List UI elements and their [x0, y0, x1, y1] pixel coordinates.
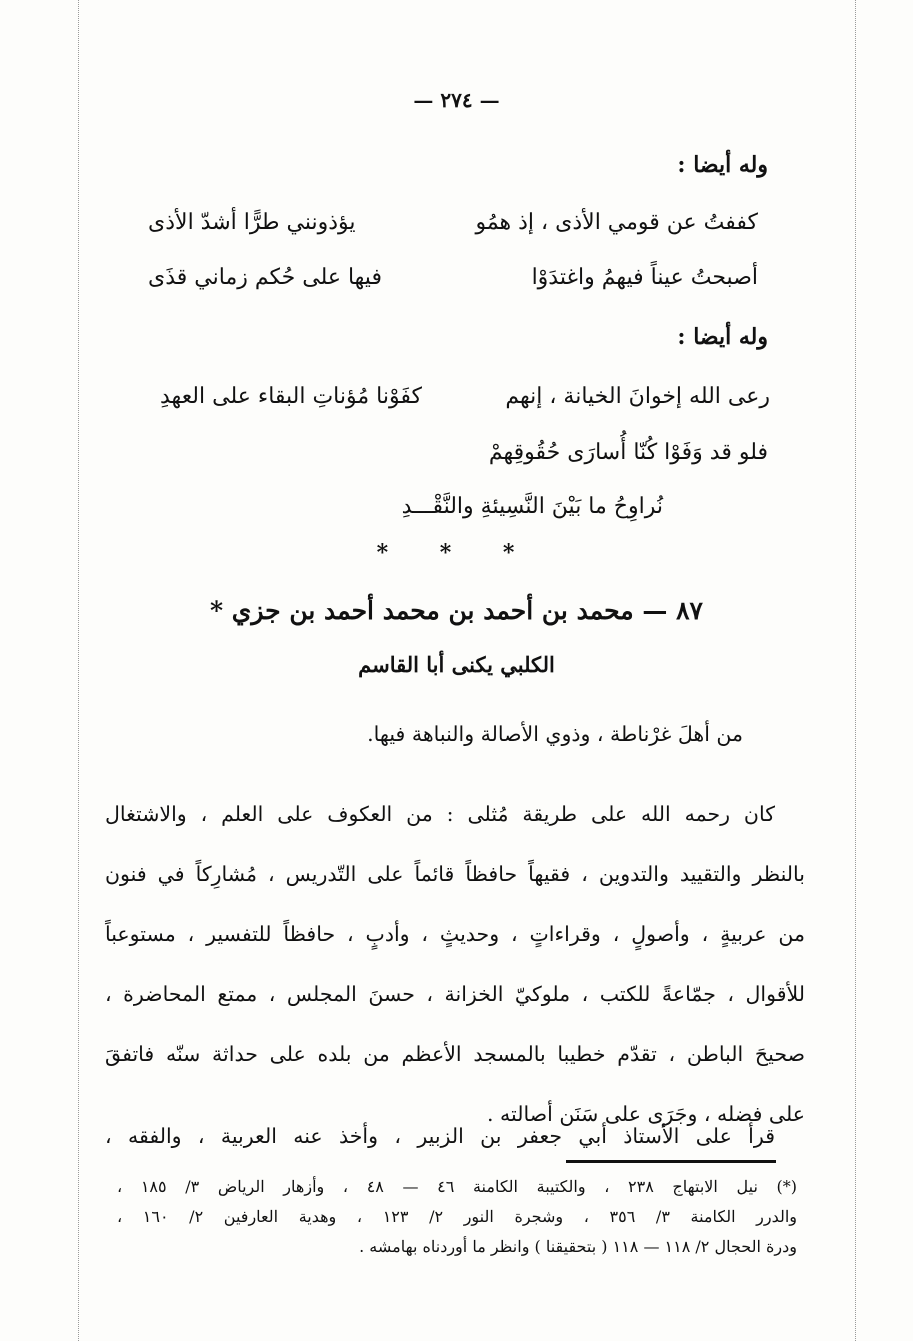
- biography-paragraph: [105, 784, 805, 1144]
- poem1-verse-1-second-hemistich: يؤذونني طرًّا أشدّ الأذى: [148, 210, 356, 235]
- biography-line: للأقوال ، جمّاعةً للكتب ، ملوكيّ الخزانة ، حسنَ المجلس ، ممتع المحاضرة ،: [105, 982, 805, 1006]
- footnote-line: (*) نيل الابتهاج ٢٣٨ ، والكتيبة الكامنة ٤٦ — ٤٨ ، وأزهار الرياض ٣/ ١٨٥ ،: [117, 1177, 798, 1196]
- biography-line: من عربيةٍ ، وأصولٍ ، وقراءاتٍ ، وحديثٍ ، وأدبٍ ، حافظاً للتفسير ، مستوعباً: [105, 922, 805, 946]
- entry-title: ٨٧ — محمد بن أحمد بن محمد أحمد بن جزي *: [210, 596, 703, 625]
- poem1-verse-2-second-hemistich: فيها على حُكم زماني قذَى: [148, 265, 382, 290]
- poem1-verse-2: [148, 265, 758, 305]
- biography-line: على فضله ، وجَرَى على سَنَن أصالته .: [487, 1102, 805, 1126]
- poem1-verse-1-first-hemistich: كففتُ عن قومي الأذى ، إذ همُو: [475, 210, 758, 235]
- poem2-verse-2-second-hemistich: نُراوِحُ ما بَيْنَ النَّسِيئةِ والنَّقْـــدِ: [401, 494, 663, 519]
- entry-origin-line: من أهلَ غرْناطة ، وذوي الأصالة والنباهة فيها.: [367, 722, 743, 746]
- footnote-line: والدرر الكامنة ٣/ ٣٥٦ ، وشجرة النور ٢/ ١٢٣ ، وهدية العارفين ٢/ ١٦٠ ،: [117, 1207, 798, 1226]
- poem2-label: وله أيضا :: [677, 324, 768, 350]
- poem1-verse-1: [148, 210, 758, 250]
- poem1-verse-2-first-hemistich: أصبحتُ عيناً فيهمُ واغتدَوْا: [531, 265, 758, 290]
- poem2-verse-1-second-hemistich: كفَوْنا مُؤناتِ البقاء على العهدِ: [160, 384, 422, 409]
- footnote-separator-rule: [566, 1160, 776, 1163]
- biography-line: بالنظر والتقييد والتدوين ، فقيهاً حافظاً قائماً على التّدريس ، مُشارِكاً في فنون: [105, 862, 805, 886]
- footnote-line: ودرة الحجال ٢/ ١١٨ — ١١٨ ( بتحقيقنا ) وانظر ما أوردناه بهامشه .: [359, 1237, 797, 1256]
- teachers-line: قرأ على الأستاذ أبي جعفر بن الزبير ، وأخذ عنه العربية ، والفقه ،: [105, 1124, 775, 1148]
- section-separator: * * *: [376, 540, 537, 566]
- entry-subtitle: الكلبي يكنى أبا القاسم: [358, 652, 555, 677]
- poem2-verse-2-first-hemistich: فلو قد وَفَوْا كُنّا أُسارَى حُقُوقِهمْ: [488, 440, 768, 465]
- footnote-block: [117, 1172, 797, 1262]
- teachers-paragraph: [105, 1106, 805, 1166]
- page-number: — ٢٧٤ —: [413, 88, 500, 112]
- biography-line: صحيحَ الباطن ، تقدّم خطيبا بالمسجد الأعظم من بلده على حداثة سنّه فاتفقَ: [105, 1042, 805, 1066]
- poem2-verse-1: [160, 384, 770, 424]
- biography-line: كان رحمه الله على طريقة مُثلى : من العكوف على العلم ، والاشتغال: [105, 802, 775, 826]
- poem1-label: وله أيضا :: [677, 152, 768, 178]
- poem2-verse-1-first-hemistich: رعى الله إخوانَ الخيانة ، إنهم: [505, 384, 770, 409]
